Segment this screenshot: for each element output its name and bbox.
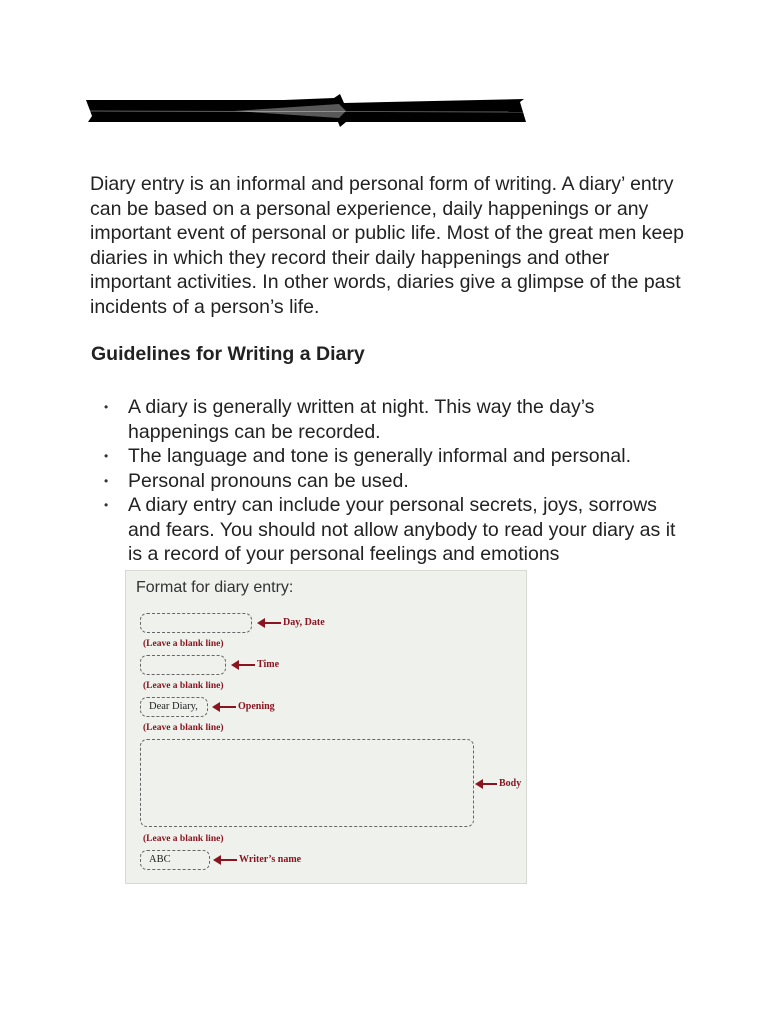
diary-format-diagram — [125, 570, 527, 884]
arrow-left-icon — [212, 701, 236, 713]
guidelines-list — [128, 395, 688, 567]
leave-blank-line-note: (Leave a blank line) — [143, 639, 224, 649]
opening-box — [140, 697, 208, 717]
opening-label: Opening — [238, 701, 275, 712]
time-box — [140, 655, 226, 675]
time-label: Time — [257, 659, 280, 670]
body-box — [140, 739, 474, 827]
guideline-item: • A diary entry can include your personal secrets, joys, sorrows and fears. You should not allow anybody to read your diary as it is a record of your personal feelings and emotions — [128, 493, 688, 567]
leave-blank-line-note: (Leave a blank line) — [143, 834, 224, 844]
guideline-item: • Personal pronouns can be used. — [128, 469, 688, 494]
guidelines-heading: Guidelines for Writing a Diary — [91, 343, 365, 365]
day-date-box — [140, 613, 252, 633]
leave-blank-line-note: (Leave a blank line) — [143, 681, 224, 691]
decorative-banner — [84, 90, 530, 128]
arrow-left-icon — [231, 659, 255, 671]
writer-name-box — [140, 850, 210, 870]
arrow-left-icon — [475, 778, 497, 790]
leave-blank-line-note: (Leave a blank line) — [143, 723, 224, 733]
day-date-label: Day, Date — [283, 617, 325, 628]
writer-name-label: Writer’s name — [239, 854, 302, 865]
format-title: Format for diary entry: — [136, 579, 294, 596]
intro-paragraph: Diary entry is an informal and personal form of writing. A diary’ entry can be based on a personal experience, daily happenings or any important event of personal or public life. Most of the great men keep diaries in which they record their daily happenings and other important activities. In other words, diaries give a glimpse of the past incidents of a person’s life. — [90, 173, 684, 318]
arrow-left-icon — [257, 617, 281, 629]
body-label: Body — [499, 778, 522, 789]
opening-text: Dear Diary, — [149, 701, 198, 712]
guideline-item: • A diary is generally written at night. This way the day’s happenings can be recorded. — [128, 395, 688, 444]
arrow-left-icon — [213, 854, 237, 866]
guideline-item: • The language and tone is generally informal and personal. — [128, 444, 688, 469]
writer-name-text: ABC — [149, 854, 171, 865]
